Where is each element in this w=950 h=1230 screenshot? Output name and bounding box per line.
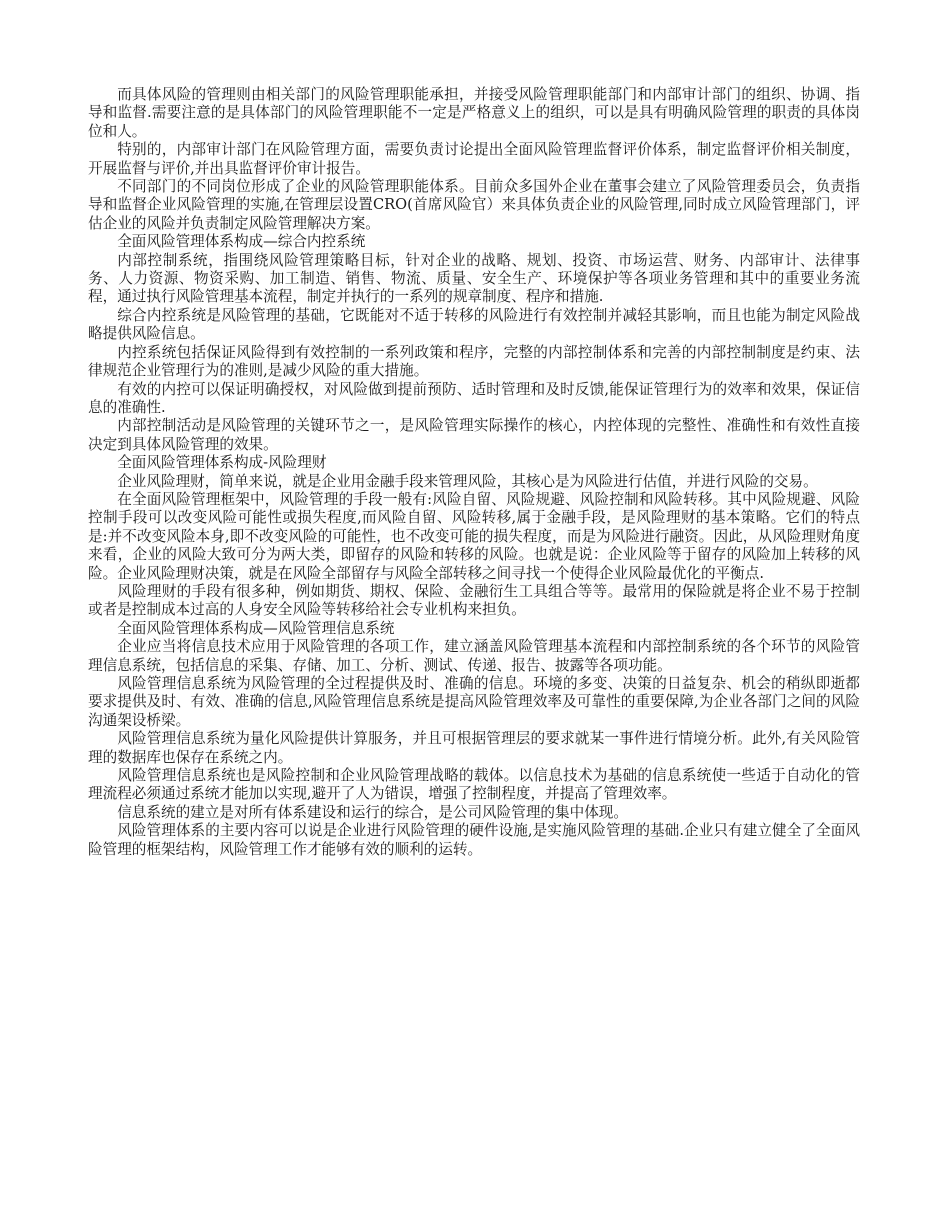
paragraph-effective-control: 有效的内控可以保证明确授权，对风险做到提前预防、适时管理和及时反馈,能保证管理行为的效率和效果，保证信息的准确性. — [88, 380, 860, 416]
paragraph-info-system-carrier: 风险管理信息系统也是风险控制和企业风险管理战略的载体。以信息技术为基础的信息系统使一些适于自动化的管理流程必须通过系统才能加以实现,避开了人为错误，增强了控制程度，并提高了管理效率。 — [88, 767, 860, 803]
paragraph-info-system-integration: 信息系统的建立是对所有体系建设和运行的综合，是公司风险管理的集中体现。 — [117, 803, 628, 821]
heading-risk-finance: 全面风险管理体系构成-风险理财 — [117, 454, 327, 472]
paragraph-internal-control-policies: 内控系统包括保证风险得到有效控制的一系列政策和程序，完整的内部控制体系和完善的内部控制制度是约束、法律规范企业管理行为的准则,是减少风险的重大措施。 — [88, 343, 860, 380]
paragraph-internal-audit: 特别的，内部审计部门在风险管理方面，需要负责讨论提出全面风险管理监督评价体系，制定监督评价相关制度，开展监督与评价,并出具监督评价审计报告。 — [88, 141, 860, 177]
heading-internal-control-system: 全面风险管理体系构成—综合内控系统 — [117, 233, 366, 251]
paragraph-it-application: 企业应当将信息技术应用于风险管理的各项工作，建立涵盖风险管理基本流程和内部控制系统的各个环节的风险管理信息系统，包括信息的采集、存储、加工、分析、测试、传递、报告、披露等各项功能。 — [88, 638, 860, 674]
paragraph-risk-management-means: 在全面风险管理框架中，风险管理的手段一般有:风险自留、风险规避、风险控制和风险转移。其中风险规避、风险控制手段可以改变风险可能性或损失程度,而风险自留、风险转移,属于金融手段，是风险理财的基本策略。它们的特点是:并不改变风险本身,即不改变风险的可能性，也不改变可能的损失程度，而是为风险进行融资。因此，从风险理财角度来看，企业的风险大致可分为两大类，即留存的风险和转移的风险。也就是说：企业风险等于留存的风险加上转移的风险。企业风险理财决策，就是在风险全部留存与风险全部转移之间寻找一个使得企业风险最优化的平衡点. — [88, 490, 860, 582]
paragraph-dept-risk-functions: 而具体风险的管理则由相关部门的风险管理职能承担，并接受风险管理职能部门和内部审计部门的组织、协调、指导和监督.需要注意的是具体部门的风险管理职能不一定是严格意义上的组织，可以是具有明确风险管理的职责的具体岗位和人。 — [88, 86, 860, 140]
paragraph-internal-control-foundation: 综合内控系统是风险管理的基础，它既能对不适于转移的风险进行有效控制并减轻其影响，而且也能为制定风险战略提供风险信息。 — [88, 306, 860, 343]
paragraph-risk-committee: 不同部门的不同岗位形成了企业的风险管理职能体系。目前众多国外企业在董事会建立了风险管理委员会，负责指导和监督企业风险管理的实施,在管理层设置CRO(首席风险官）来具体负责企业的风险管理,同时成立风险管理部门，评估企业的风险并负责制定风险管理解决方案。 — [88, 178, 860, 232]
paragraph-info-system-quantify: 风险管理信息系统为量化风险提供计算服务，并且可根据管理层的要求就某一事件进行情境分析。此外,有关风险管理的数据库也保存在系统之内。 — [88, 730, 860, 766]
document-body — [88, 86, 860, 859]
paragraph-risk-finance-definition: 企业风险理财，简单来说，就是企业用金融手段来管理风险，其核心是为风险进行估值，并进行风险的交易。 — [117, 472, 818, 490]
paragraph-risk-finance-tools: 风险理财的手段有很多种，例如期货、期权、保险、金融衍生工具组合等等。最常用的保险就是将企业不易于控制或者是控制成本过高的人身安全风险等转移给社会专业机构来担负。 — [88, 582, 860, 619]
paragraph-conclusion: 风险管理体系的主要内容可以说是企业进行风险管理的硬件设施,是实施风险管理的基础.企业只有建立健全了全面风险管理的框架结构，风险管理工作才能够有效的顺利的运转。 — [88, 822, 860, 858]
paragraph-control-activities: 内部控制活动是风险管理的关键环节之一，是风险管理实际操作的核心，内控体现的完整性、准确性和有效性直接决定到具体风险管理的效果。 — [88, 417, 860, 453]
heading-risk-information-system: 全面风险管理体系构成—风险管理信息系统 — [117, 619, 395, 637]
paragraph-info-system-timely: 风险管理信息系统为风险管理的全过程提供及时、准确的信息。环境的多变、决策的日益复杂、机会的稍纵即逝都要求提供及时、有效、准确的信息,风险管理信息系统是提高风险管理效率及可靠性的重要保障,为企业各部门之间的风险沟通架设桥梁。 — [88, 675, 860, 729]
paragraph-internal-control-definition: 内部控制系统，指围绕风险管理策略目标，针对企业的战略、规划、投资、市场运营、财务、内部审计、法律事务、人力资源、物资采购、加工制造、销售、物流、质量、安全生产、环境保护等各项业务管理和其中的重要业务流程，通过执行风险管理基本流程，制定并执行的一系列的规章制度、程序和措施. — [88, 251, 860, 306]
